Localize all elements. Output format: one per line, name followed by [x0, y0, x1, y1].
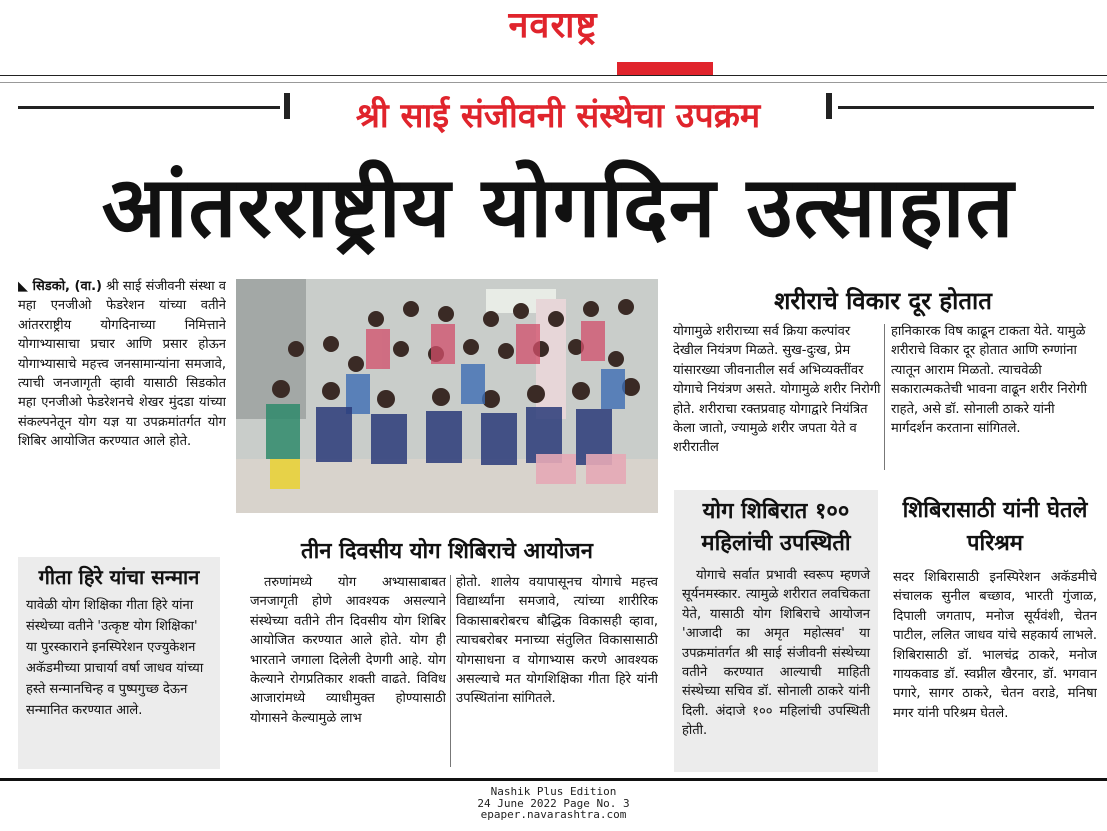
vikar-title: शरीराचे विकार दूर होतात: [774, 287, 992, 315]
kicker: श्री साई संजीवनी संस्थेचा उपक्रम: [355, 96, 761, 136]
headline: आंतरराष्ट्रीय योगदिन उत्साहात: [101, 158, 1015, 256]
vikar-col-2: [891, 322, 1096, 472]
parishram-col: [893, 568, 1097, 772]
footer-date-page: 24 June 2022 Page No. 3: [477, 796, 630, 810]
bottom-rule: [0, 778, 1107, 781]
shibir-title: तीन दिवसीय योग शिबिराचे आयोजन: [301, 539, 593, 564]
kicker-bar-right: [826, 93, 832, 119]
intro-body: श्री साई संजीवनी संस्था व महा एनजीओ फेडरेशन यांच्या वतीने आंतरराष्ट्रीय योगदिनाच्या निमित्ताने योगाभ्यासाचा प्रचार आणि प्रसार होऊन योगाभ्यासाचे महत्त्व जनसामान्यांना समजावे, त्याची जनजागृती व्हावी यासाठी सिडकोत महा एनजीओ फेडरेशनचे शेखर मुंदडा यांच्या संकल्पनेतून योग यज्ञ या उपक्रमांतर्गत योग शिबिर आयोजित करण्यात आले होते.: [18, 279, 226, 450]
footer-site: epaper.navarashtra.com: [480, 808, 627, 821]
footer: [0, 786, 1107, 821]
masthead-tab: [617, 62, 713, 75]
dateline-marker-icon: ◣: [18, 279, 33, 294]
kicker-bar-left: [284, 93, 290, 119]
column-divider: [450, 575, 451, 767]
vikar-col-1-text: योगामुळे शरीराच्या सर्व क्रिया कल्पांवर देखील नियंत्रण मिळते. सुख-दुःख, प्रेम यांसारख्या जीवनातील सर्व अभिव्यक्तींवर योगाचे नियंत्रण असते. योगामुळे शरीर निरोगी होते. शरीराचा रक्तप्रवाह योगाद्वारे नियंत्रित केला जातो, ज्यामुळे शरीर जपता येते व शरीरातील: [673, 324, 881, 456]
shibir-col-2: [456, 573, 658, 773]
gita-box-body: यावेळी योग शिक्षिका गीता हिरे यांना संस्थेच्या वतीने 'उत्कृष्ट योग शिक्षिका' या पुरस्काराने इनस्पिरेशन एज्युकेशन अकॅडमीच्या प्राचार्या वर्षा जाधव यांच्या हस्ते सन्मानचिन्ह व पुष्पगुच्छ देऊन सन्मानित करण्यात आले.: [26, 598, 204, 718]
kicker-rule-right: [838, 106, 1094, 109]
shibir-col-1-text: तरुणांमध्ये योग अभ्यासाबाबत जनजागृती होणे आवश्यक असल्याने संस्थेच्या वतीने तीन दिवसीय योग शिबिर आयोजित करण्यात आले होते. योग ही भारताने जगाला दिलेली देणगी आहे. योग केल्याने रोगप्रतिकार शक्ती वाढते. विविध आजारांमध्ये व्याधीमुक्त होण्यासाठी योगासने केल्यामुळे लाभ: [250, 575, 446, 726]
vikar-col-1: [673, 322, 881, 472]
intro-column: [18, 277, 226, 539]
column-divider: [884, 324, 885, 470]
upasthiti-body: योगाचे सर्वात प्रभावी स्वरूप म्हणजे सूर्यनमस्कार. त्यामुळे शरीरात लवचिकता येते, यासाठी योग शिबिराचे आयोजन 'आजादी का अमृत महोत्सव' या उपक्रमांतर्गत श्री साई संजीवनी संस्थेच्या वतीने करण्यात आल्याची माहिती संस्थेच्या सचिव डॉ. सोनाली ठाकरे यांनी दिली. अंदाजे १०० महिलांची उपस्थिती होती.: [682, 568, 870, 739]
shibir-col-1: [250, 573, 446, 773]
top-divider: [0, 75, 1107, 76]
gita-box: [18, 557, 220, 769]
masthead-logo: नवराष्ट्र: [508, 5, 598, 46]
footer-edition: Nashik Plus Edition: [490, 785, 617, 798]
parishram-body: सदर शिबिरासाठी इनस्पिरेशन अकॅडमीचे संचालक सुनील बच्छाव, भारती गुंजाळ, दिपाली जगताप, मनोज सूर्यवंशी, चेतन पाटील, ललित जाधव यांचे सहकार्य लाभले. शिबिरासाठी डॉ. भालचंद्र ठाकरे, मनोज गायकवाड डॉ. स्वप्नील खैरनार, डॉ. भगवान पगारे, सागर ठाकरे, चेतन वराडे, मनिषा मगर यांनी परिश्रम घेतले.: [893, 570, 1097, 721]
upasthiti-box: [674, 490, 878, 772]
kicker-rule-left: [18, 106, 280, 109]
group-photo: [236, 279, 658, 513]
parishram-title: शिबिरासाठी यांनी घेतले परिश्रम: [902, 498, 1088, 556]
dateline: सिडको, (वा.): [32, 279, 102, 294]
shibir-col-2-text: होतो. शालेय वयापासूनच योगाचे महत्त्व विद्यार्थ्यांना समजावे, त्यांच्या शारीरिक विकासाबरोबरच बौद्धिक विकासही व्हावा, त्याचबरोबर मनाच्या संतुलित विकासासाठी योगसाधना व योगाभ्यास करणे आवश्यक असल्याचे मत योगशिक्षिका गीता हिरे यांनी उपस्थितांना सांगितले.: [456, 575, 658, 707]
top-divider-thin: [0, 82, 1107, 83]
group-photo-image: [236, 279, 658, 513]
gita-box-title: गीता हिरे यांचा सन्मान: [38, 565, 200, 589]
upasthiti-title: योग शिबिरात १०० महिलांची उपस्थिती: [701, 499, 851, 556]
vikar-col-2-text: हानिकारक विष काढून टाकता येते. यामुळे शरीराचे विकार दूर होतात आणि रुग्णांना त्यातून आराम मिळतो. त्याचवेळी सकारात्मकतेची भावना वाढून शरीर निरोगी राहते, असे डॉ. सोनाली ठाकरे यांनी मार्गदर्शन करताना सांगितले.: [891, 324, 1088, 437]
intro-paragraph: [18, 277, 226, 452]
